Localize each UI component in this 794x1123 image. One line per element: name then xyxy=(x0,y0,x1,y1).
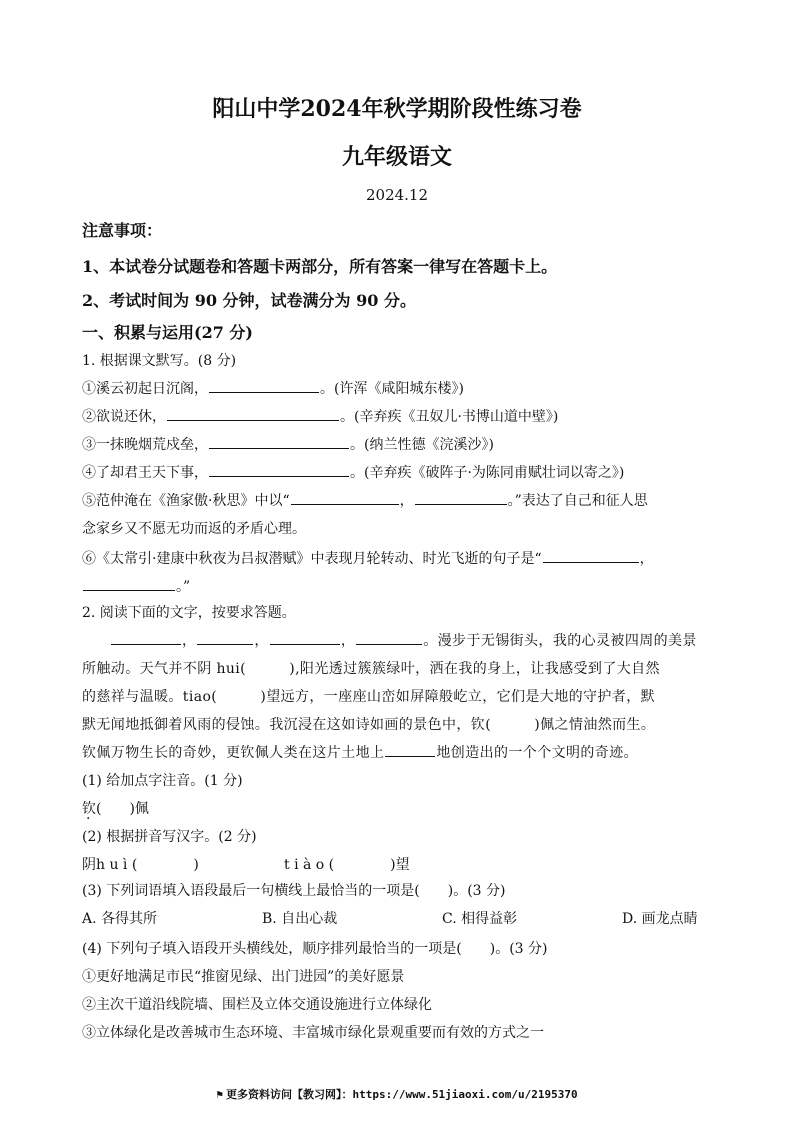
page-subtitle: 九年级语文 xyxy=(341,144,452,170)
recitation-line-2-text: ②欲说还休， xyxy=(82,409,166,425)
passage-line-5-text: 钦佩万物生长的奇妙，更钦佩人类在这片土地上 xyxy=(82,745,385,761)
sentence-item-3: ③立体绿化是改善城市生态环境、丰富城市绿化景观重要而有效的方式之一 xyxy=(82,1025,544,1041)
recitation-line-1-source: 。(许浑《咸阳城东楼》) xyxy=(320,381,464,397)
recitation-line-2 xyxy=(82,406,558,426)
sub-question-2-b: t i à o ( )望 xyxy=(284,857,410,873)
option-d: D. 画龙点睛 xyxy=(622,911,698,927)
dotted-character: 钦 xyxy=(82,801,96,817)
sub-question-2: (2) 根据拼音写汉字。(2 分) xyxy=(82,829,257,845)
recitation-line-4-source: 。(辛弃疾《破阵子·为陈同甫赋壮词以寄之》) xyxy=(350,465,625,481)
passage-line-3: 的慈祥与温暖。tiao( )望远方，一座座山峦如屏障般屹立，它们是大地的守护者，默 xyxy=(82,689,656,705)
question-1-prompt: 1. 根据课文默写。(8 分) xyxy=(82,353,237,369)
recitation-line-5 xyxy=(82,490,648,510)
recitation-line-5-cont: 念家乡又不愿无功而返的矛盾心理。 xyxy=(82,521,306,537)
sub-question-4: (4) 下列句子填入语段开头横线处，顺序排列最恰当的一项是( )。(3 分) xyxy=(82,941,548,957)
recitation-line-6-text: ⑥《太常引·建康中秋夜为吕叔潜赋》中表现月轮转动、时光飞逝的句子是“ xyxy=(82,551,542,567)
exam-date: 2024.12 xyxy=(365,186,429,204)
passage-line-4: 默无闻地抵御着风雨的侵蚀。我沉浸在这如诗如画的景色中，钦( )佩之情油然而生。 xyxy=(82,717,656,733)
option-b: B. 自出心裁 xyxy=(262,911,338,927)
recitation-line-3-source: 。(纳兰性德《浣溪沙》) xyxy=(350,437,494,453)
option-a: A. 各得其所 xyxy=(82,911,158,927)
answer-blank xyxy=(167,406,339,421)
recitation-line-3 xyxy=(82,434,494,454)
recitation-line-6-sep: ， xyxy=(639,551,654,567)
sub-question-1-answer xyxy=(82,798,149,818)
answer-blank xyxy=(356,630,422,645)
answer-blank xyxy=(197,630,253,645)
question-2-prompt: 2. 阅读下面的文字，按要求答题。 xyxy=(82,605,296,621)
notice-heading: 注意事项： xyxy=(82,221,163,240)
recitation-line-4-text: ④了却君王天下事， xyxy=(82,465,208,481)
passage-line-2: 所触动。天气并不阴 hui( ),阳光透过簇簇绿叶，洒在我的身上，让我感受到了大自然 xyxy=(82,661,660,677)
recitation-line-6-end: 。” xyxy=(176,579,191,595)
recitation-line-6 xyxy=(82,548,654,568)
answer-blank xyxy=(291,490,399,505)
recitation-line-5-sep: ， xyxy=(399,493,414,509)
flag-icon: ⚑ xyxy=(216,1088,223,1101)
answer-blank xyxy=(209,434,349,449)
sub-question-3: (3) 下列词语填入语段最后一句横线上最恰当的一项是( )。(3 分) xyxy=(82,883,506,899)
answer-blank xyxy=(543,548,639,563)
answer-blank xyxy=(209,378,319,393)
passage-line-1-text: 。漫步于无锡街头，我的心灵被四周的美景 xyxy=(423,633,697,649)
answer-blank xyxy=(270,630,340,645)
recitation-line-3-text: ③一抹晚烟荒戍垒， xyxy=(82,437,208,453)
sub-question-1: (1) 给加点字注音。(1 分) xyxy=(82,773,243,789)
option-c: C. 相得益彰 xyxy=(442,911,518,927)
answer-blank xyxy=(111,630,181,645)
notice-item-2: 2、考试时间为 90 分钟，试卷满分为 90 分。 xyxy=(82,291,416,310)
recitation-line-2-source: 。(辛弃疾《丑奴儿·书博山道中壁》) xyxy=(340,409,559,425)
recitation-line-1 xyxy=(82,378,464,398)
recitation-line-5-end: 。”表达了自己和征人思 xyxy=(507,493,648,509)
sentence-item-1: ①更好地满足市民“推窗见绿、出门进园”的美好愿景 xyxy=(82,969,405,985)
page-title: 阳山中学2024年秋学期阶段性练习卷 xyxy=(212,96,582,122)
notice-item-1: 1、本试卷分试题卷和答题卡两部分，所有答案一律写在答题卡上。 xyxy=(82,257,558,276)
recitation-line-4 xyxy=(82,462,624,482)
answer-blank xyxy=(385,742,435,757)
answer-blank xyxy=(83,576,175,591)
passage-line-5 xyxy=(82,742,638,762)
passage-line-1: ， ， ， 。漫步于无锡街头，我的心灵被四周的美景 xyxy=(110,630,697,650)
sub-question-2-a: 阴h u ì ( ) xyxy=(82,857,199,873)
sub-question-1-blank: ( )佩 xyxy=(96,801,149,817)
sentence-item-2: ②主次干道沿线院墙、围栏及立体交通设施进行立体绿化 xyxy=(82,997,432,1013)
answer-blank xyxy=(209,462,349,477)
recitation-line-5-text: ⑤范仲淹在《渔家傲·秋思》中以“ xyxy=(82,493,290,509)
passage-line-5-end: 地创造出的一个个文明的奇迹。 xyxy=(436,745,639,761)
section-heading: 一、积累与运用(27 分) xyxy=(82,323,253,342)
recitation-line-1-text: ①溪云初起日沉阁， xyxy=(82,381,208,397)
recitation-line-6-cont xyxy=(82,576,190,596)
footer-link[interactable] xyxy=(0,1086,794,1102)
answer-blank xyxy=(415,490,507,505)
footer-text: 更多资料访问【教习网】：https://www.51jiaoxi.com/u/2195370 xyxy=(225,1088,578,1101)
